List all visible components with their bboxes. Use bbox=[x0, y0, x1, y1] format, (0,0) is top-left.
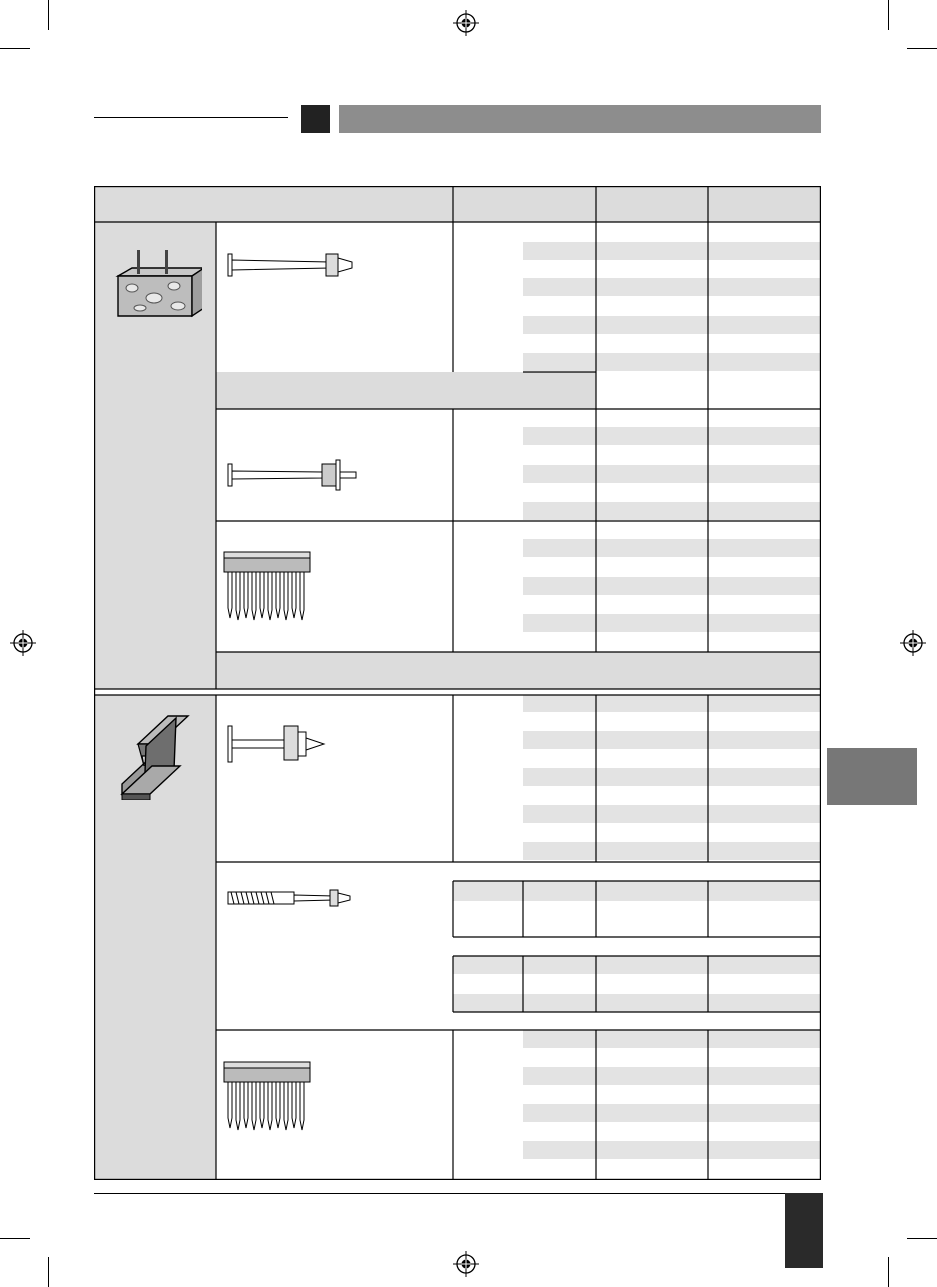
crop-mark bbox=[0, 1238, 30, 1239]
stripe-rows-steel bbox=[453, 695, 821, 1159]
section-heading-bar bbox=[339, 105, 821, 133]
crop-mark bbox=[907, 48, 937, 49]
registration-mark-icon bbox=[453, 10, 479, 36]
registration-mark-icon bbox=[900, 630, 926, 656]
fastener-table-graphic bbox=[94, 186, 821, 1180]
nail-with-top-hat-icon bbox=[226, 722, 328, 766]
threaded-stud-icon bbox=[226, 886, 356, 910]
section-number-box bbox=[301, 105, 330, 133]
nail-with-washer-icon bbox=[226, 250, 358, 280]
registration-mark-icon bbox=[10, 630, 36, 656]
crop-mark bbox=[48, 0, 49, 30]
table-header-row bbox=[94, 186, 821, 222]
crop-mark bbox=[48, 1257, 49, 1287]
footer-rule bbox=[94, 1193, 785, 1194]
fastener-table bbox=[94, 186, 821, 1180]
header-rule bbox=[94, 117, 288, 118]
chapter-side-tab bbox=[827, 748, 917, 805]
crop-mark bbox=[888, 0, 889, 30]
concrete-block-icon bbox=[112, 248, 202, 320]
crop-mark bbox=[0, 48, 30, 49]
page-number-tab bbox=[785, 1193, 823, 1268]
crop-mark bbox=[907, 1238, 937, 1239]
nail-with-flange-icon bbox=[226, 458, 358, 492]
collated-nail-strip-icon bbox=[222, 1060, 312, 1134]
registration-mark-icon bbox=[453, 1251, 479, 1277]
crop-mark bbox=[888, 1257, 889, 1287]
steel-i-beam-icon bbox=[118, 714, 190, 800]
collated-nail-strip-icon bbox=[222, 550, 312, 624]
